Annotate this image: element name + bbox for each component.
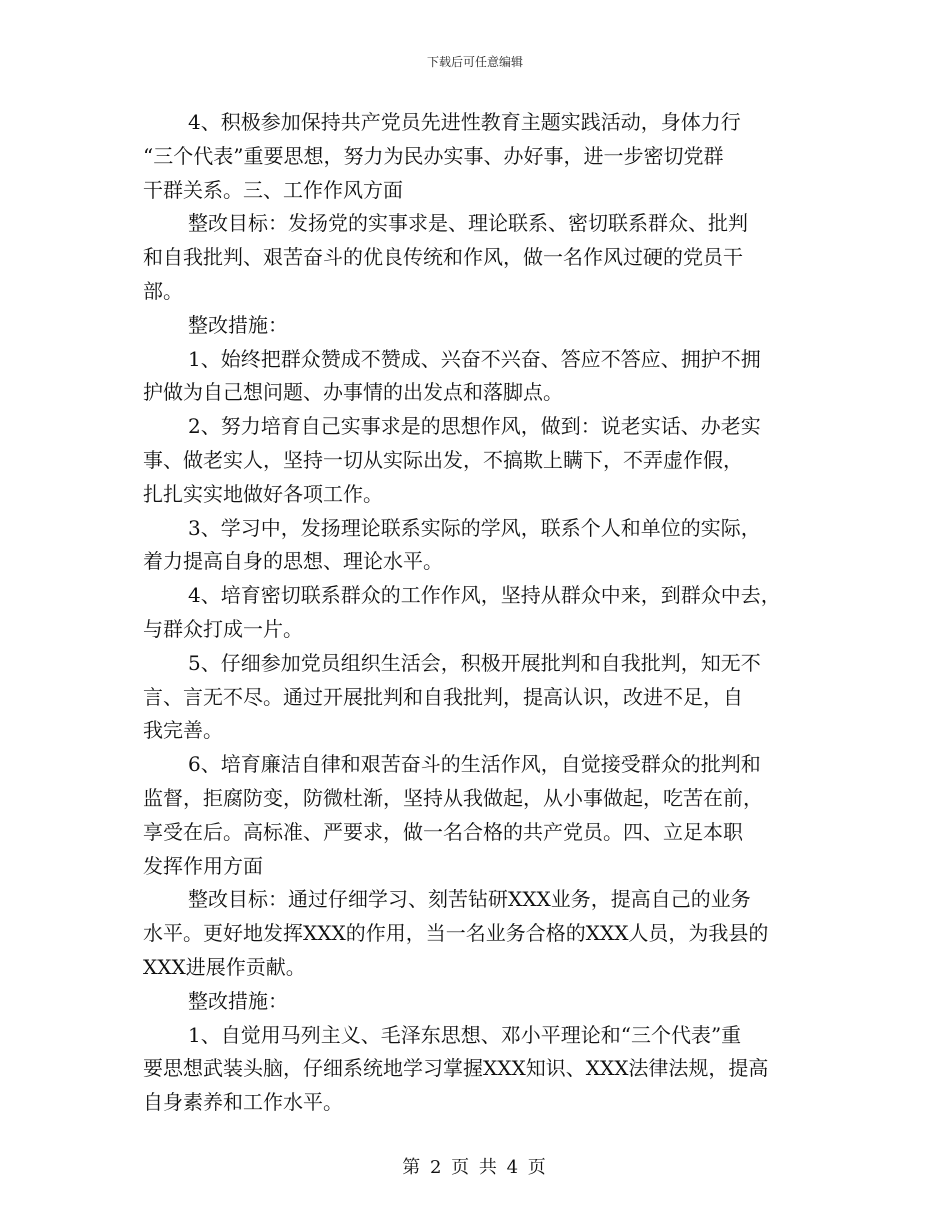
text-line: “三个代表”重要思想，努力为民办实事、办好事，进一步密切党群 bbox=[143, 143, 724, 168]
text-line: XXX进展作贡献。 bbox=[143, 954, 306, 979]
text-line: 1、始终把群众赞成不赞成、兴奋不兴奋、答应不答应、拥护不拥 bbox=[188, 346, 761, 371]
text-line: 护做为自己想问题、办事情的出发点和落脚点。 bbox=[143, 380, 563, 405]
text-line: 干群关系。三、工作作风方面 bbox=[143, 177, 403, 202]
text-line: 6、培育廉洁自律和艰苦奋斗的生活作风，自觉接受群众的批判和 bbox=[188, 752, 761, 777]
text-line: 监督，拒腐防变，防微杜渐，坚持从我做起，从小事做起，吃苦在前， bbox=[143, 785, 763, 810]
text-line: 4、培育密切联系群众的工作作风，坚持从群众中来，到群众中去， bbox=[188, 583, 781, 608]
text-line: 发挥作用方面 bbox=[143, 853, 263, 878]
text-line: 3、学习中，发扬理论联系实际的学风，联系个人和单位的实际， bbox=[188, 515, 761, 540]
text-line: 5、仔细参加党员组织生活会，积极开展批判和自我批判，知无不 bbox=[188, 650, 761, 675]
text-line: 2、努力培育自己实事求是的思想作风，做到：说老实话、办老实 bbox=[188, 414, 761, 439]
text-line: 整改目标：发扬党的实事求是、理论联系、密切联系群众、批判 bbox=[188, 211, 748, 236]
text-line: 整改措施： bbox=[188, 312, 288, 337]
text-line: 自身素养和工作水平。 bbox=[143, 1090, 343, 1115]
text-line: 和自我批判、艰苦奋斗的优良传统和作风，做一名作风过硬的党员干 bbox=[143, 245, 743, 270]
text-line: 事、做老实人，坚持一切从实际出发，不搞欺上瞒下，不弄虚作假， bbox=[143, 447, 743, 472]
text-line: 4、积极参加保持共产党员先进性教育主题实践活动，身体力行 bbox=[188, 110, 741, 134]
text-line: 整改措施： bbox=[188, 988, 288, 1013]
text-line: 水平。更好地发挥XXX的作用，当一名业务合格的XXX人员，为我县的 bbox=[143, 921, 769, 946]
document-body bbox=[143, 106, 811, 1120]
text-line: 言、言无不尽。通过开展批判和自我批判，提高认识，改进不足，自 bbox=[143, 684, 743, 709]
text-line: 整改目标：通过仔细学习、刻苦钻研XXX业务，提高自己的业务 bbox=[188, 887, 751, 912]
text-line: 我完善。 bbox=[143, 718, 223, 743]
page-header: 下载后可任意编辑 bbox=[426, 55, 523, 69]
text-line: 享受在后。高标准、严要求，做一名合格的共产党员。四、立足本职 bbox=[143, 819, 743, 844]
page-footer: 第 2 页 共 4 页 bbox=[402, 1157, 548, 1178]
text-line: 着力提高自身的思想、理论水平。 bbox=[143, 549, 443, 574]
text-line: 要思想武装头脑，仔细系统地学习掌握XXX知识、XXX法律法规，提高 bbox=[143, 1056, 769, 1081]
text-line: 与群众打成一片。 bbox=[143, 616, 303, 641]
text-line: 扎扎实实地做好各项工作。 bbox=[143, 481, 383, 506]
text-line: 部。 bbox=[143, 278, 183, 303]
text-line: 1、自觉用马列主义、毛泽东思想、邓小平理论和“三个代表”重 bbox=[188, 1022, 742, 1047]
